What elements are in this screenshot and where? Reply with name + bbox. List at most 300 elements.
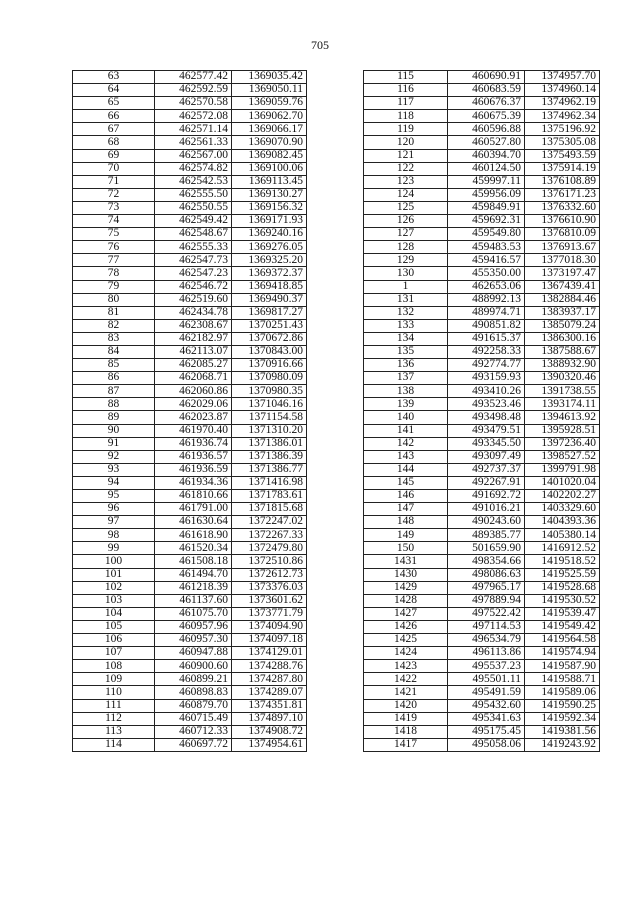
point-number-cell: 1419 <box>364 712 448 725</box>
x-coordinate-cell: 493523.46 <box>448 398 525 411</box>
point-number-cell: 79 <box>73 280 155 293</box>
y-coordinate-cell: 1371386.39 <box>232 450 307 463</box>
table-row <box>73 686 307 699</box>
table-row <box>364 450 600 463</box>
x-coordinate-cell: 462577.42 <box>155 71 232 84</box>
table-row <box>364 699 600 712</box>
x-coordinate-cell: 461810.66 <box>155 490 232 503</box>
table-row <box>364 490 600 503</box>
point-number-cell: 137 <box>364 372 448 385</box>
y-coordinate-cell: 1371386.77 <box>232 463 307 476</box>
y-coordinate-cell: 1369325.20 <box>232 254 307 267</box>
point-number-cell: 90 <box>73 424 155 437</box>
table-row <box>73 359 307 372</box>
table-row <box>364 372 600 385</box>
table-row <box>364 188 600 201</box>
table-row <box>73 725 307 738</box>
point-number-cell: 141 <box>364 424 448 437</box>
table-row <box>73 660 307 673</box>
point-number-cell: 102 <box>73 581 155 594</box>
x-coordinate-cell: 495175.45 <box>448 725 525 738</box>
point-number-cell: 1424 <box>364 647 448 660</box>
point-number-cell: 114 <box>73 738 155 751</box>
y-coordinate-cell: 1369171.93 <box>232 215 307 228</box>
point-number-cell: 1425 <box>364 634 448 647</box>
table-row <box>73 476 307 489</box>
table-row <box>73 555 307 568</box>
table-row <box>73 149 307 162</box>
table-row <box>364 123 600 136</box>
x-coordinate-cell: 491692.72 <box>448 490 525 503</box>
x-coordinate-cell: 461970.40 <box>155 424 232 437</box>
x-coordinate-cell: 491615.37 <box>448 332 525 345</box>
y-coordinate-cell: 1374129.01 <box>232 647 307 660</box>
y-coordinate-cell: 1404393.36 <box>525 516 600 529</box>
point-number-cell: 122 <box>364 162 448 175</box>
table-row <box>364 254 600 267</box>
y-coordinate-cell: 1374288.76 <box>232 660 307 673</box>
point-number-cell: 106 <box>73 634 155 647</box>
point-number-cell: 116 <box>364 84 448 97</box>
y-coordinate-cell: 1397236.40 <box>525 437 600 450</box>
y-coordinate-cell: 1374962.34 <box>525 110 600 123</box>
y-coordinate-cell: 1371783.61 <box>232 490 307 503</box>
y-coordinate-cell: 1369490.37 <box>232 293 307 306</box>
y-coordinate-cell: 1419574.94 <box>525 647 600 660</box>
table-row <box>364 293 600 306</box>
table-row <box>364 97 600 110</box>
table-row <box>73 385 307 398</box>
x-coordinate-cell: 497114.53 <box>448 620 525 633</box>
point-number-cell: 1430 <box>364 568 448 581</box>
point-number-cell: 147 <box>364 503 448 516</box>
x-coordinate-cell: 492774.77 <box>448 359 525 372</box>
x-coordinate-cell: 459549.80 <box>448 228 525 241</box>
x-coordinate-cell: 462085.27 <box>155 359 232 372</box>
x-coordinate-cell: 461508.18 <box>155 555 232 568</box>
table-row <box>73 450 307 463</box>
y-coordinate-cell: 1372612.73 <box>232 568 307 581</box>
x-coordinate-cell: 496534.79 <box>448 634 525 647</box>
table-row <box>364 201 600 214</box>
x-coordinate-cell: 462547.23 <box>155 267 232 280</box>
point-number-cell: 108 <box>73 660 155 673</box>
y-coordinate-cell: 1386300.16 <box>525 332 600 345</box>
table-row <box>364 215 600 228</box>
point-number-cell: 104 <box>73 607 155 620</box>
x-coordinate-cell: 493345.50 <box>448 437 525 450</box>
y-coordinate-cell: 1375493.59 <box>525 149 600 162</box>
table-row <box>364 620 600 633</box>
y-coordinate-cell: 1419590.25 <box>525 699 600 712</box>
point-number-cell: 121 <box>364 149 448 162</box>
point-number-cell: 84 <box>73 345 155 358</box>
y-coordinate-cell: 1369113.45 <box>232 175 307 188</box>
point-number-cell: 74 <box>73 215 155 228</box>
table-row <box>364 529 600 542</box>
x-coordinate-cell: 492267.91 <box>448 476 525 489</box>
x-coordinate-cell: 462572.08 <box>155 110 232 123</box>
y-coordinate-cell: 1376610.90 <box>525 215 600 228</box>
point-number-cell: 86 <box>73 372 155 385</box>
x-coordinate-cell: 461075.70 <box>155 607 232 620</box>
x-coordinate-cell: 497522.42 <box>448 607 525 620</box>
y-coordinate-cell: 1375196.92 <box>525 123 600 136</box>
point-number-cell: 143 <box>364 450 448 463</box>
point-number-cell: 142 <box>364 437 448 450</box>
point-number-cell: 1428 <box>364 594 448 607</box>
y-coordinate-cell: 1373376.03 <box>232 581 307 594</box>
point-number-cell: 80 <box>73 293 155 306</box>
x-coordinate-cell: 460683.59 <box>448 84 525 97</box>
table-row <box>73 542 307 555</box>
y-coordinate-cell: 1401020.04 <box>525 476 600 489</box>
x-coordinate-cell: 462519.60 <box>155 293 232 306</box>
y-coordinate-cell: 1374097.18 <box>232 634 307 647</box>
y-coordinate-cell: 1370980.35 <box>232 385 307 398</box>
x-coordinate-cell: 495432.60 <box>448 699 525 712</box>
point-number-cell: 96 <box>73 503 155 516</box>
y-coordinate-cell: 1374962.19 <box>525 97 600 110</box>
table-row <box>364 398 600 411</box>
y-coordinate-cell: 1370980.09 <box>232 372 307 385</box>
y-coordinate-cell: 1371416.98 <box>232 476 307 489</box>
y-coordinate-cell: 1369372.37 <box>232 267 307 280</box>
x-coordinate-cell: 498354.66 <box>448 555 525 568</box>
point-number-cell: 63 <box>73 71 155 84</box>
y-coordinate-cell: 1399791.98 <box>525 463 600 476</box>
table-row <box>73 503 307 516</box>
y-coordinate-cell: 1419525.59 <box>525 568 600 581</box>
y-coordinate-cell: 1374094.90 <box>232 620 307 633</box>
x-coordinate-cell: 492737.37 <box>448 463 525 476</box>
table-row <box>364 555 600 568</box>
x-coordinate-cell: 460899.21 <box>155 673 232 686</box>
y-coordinate-cell: 1369100.06 <box>232 162 307 175</box>
point-number-cell: 75 <box>73 228 155 241</box>
x-coordinate-cell: 459416.57 <box>448 254 525 267</box>
x-coordinate-cell: 461618.90 <box>155 529 232 542</box>
point-number-cell: 1427 <box>364 607 448 620</box>
y-coordinate-cell: 1419549.42 <box>525 620 600 633</box>
table-row <box>73 398 307 411</box>
point-number-cell: 107 <box>73 647 155 660</box>
table-row <box>73 84 307 97</box>
point-number-cell: 94 <box>73 476 155 489</box>
y-coordinate-cell: 1388932.90 <box>525 359 600 372</box>
x-coordinate-cell: 495058.06 <box>448 738 525 751</box>
point-number-cell: 70 <box>73 162 155 175</box>
y-coordinate-cell: 1374289.07 <box>232 686 307 699</box>
table-row <box>73 634 307 647</box>
y-coordinate-cell: 1369062.70 <box>232 110 307 123</box>
table-row <box>364 647 600 660</box>
y-coordinate-cell: 1372510.86 <box>232 555 307 568</box>
y-coordinate-cell: 1374954.61 <box>232 738 307 751</box>
table-row <box>73 254 307 267</box>
page-number: 705 <box>311 38 329 52</box>
x-coordinate-cell: 462592.59 <box>155 84 232 97</box>
point-number-cell: 1418 <box>364 725 448 738</box>
point-number-cell: 138 <box>364 385 448 398</box>
y-coordinate-cell: 1371046.16 <box>232 398 307 411</box>
y-coordinate-cell: 1376332.60 <box>525 201 600 214</box>
y-coordinate-cell: 1385079.24 <box>525 319 600 332</box>
x-coordinate-cell: 496113.86 <box>448 647 525 660</box>
table-row <box>73 620 307 633</box>
point-number-cell: 120 <box>364 136 448 149</box>
table-row <box>364 634 600 647</box>
y-coordinate-cell: 1372267.33 <box>232 529 307 542</box>
y-coordinate-cell: 1419528.68 <box>525 581 600 594</box>
table-row <box>73 123 307 136</box>
x-coordinate-cell: 460690.91 <box>448 71 525 84</box>
point-number-cell: 110 <box>73 686 155 699</box>
table-row <box>364 660 600 673</box>
point-number-cell: 91 <box>73 437 155 450</box>
table-row <box>73 699 307 712</box>
y-coordinate-cell: 1377018.30 <box>525 254 600 267</box>
point-number-cell: 105 <box>73 620 155 633</box>
y-coordinate-cell: 1369059.76 <box>232 97 307 110</box>
y-coordinate-cell: 1367439.41 <box>525 280 600 293</box>
x-coordinate-cell: 493097.49 <box>448 450 525 463</box>
x-coordinate-cell: 460712.33 <box>155 725 232 738</box>
table-row <box>364 594 600 607</box>
x-coordinate-cell: 460900.60 <box>155 660 232 673</box>
point-number-cell: 135 <box>364 345 448 358</box>
x-coordinate-cell: 498086.63 <box>448 568 525 581</box>
table-row <box>364 738 600 751</box>
table-row <box>73 594 307 607</box>
x-coordinate-cell: 460898.83 <box>155 686 232 699</box>
y-coordinate-cell: 1393174.11 <box>525 398 600 411</box>
x-coordinate-cell: 461520.34 <box>155 542 232 555</box>
point-number-cell: 100 <box>73 555 155 568</box>
y-coordinate-cell: 1374908.72 <box>232 725 307 738</box>
y-coordinate-cell: 1374960.14 <box>525 84 600 97</box>
x-coordinate-cell: 462029.06 <box>155 398 232 411</box>
table-row <box>364 437 600 450</box>
point-number-cell: 146 <box>364 490 448 503</box>
x-coordinate-cell: 462113.07 <box>155 345 232 358</box>
x-coordinate-cell: 462434.78 <box>155 306 232 319</box>
point-number-cell: 85 <box>73 359 155 372</box>
point-number-cell: 69 <box>73 149 155 162</box>
x-coordinate-cell: 462549.42 <box>155 215 232 228</box>
table-row <box>73 280 307 293</box>
point-number-cell: 65 <box>73 97 155 110</box>
y-coordinate-cell: 1374287.80 <box>232 673 307 686</box>
table-row <box>73 345 307 358</box>
x-coordinate-cell: 497965.17 <box>448 581 525 594</box>
table-row <box>364 463 600 476</box>
y-coordinate-cell: 1419592.34 <box>525 712 600 725</box>
x-coordinate-cell: 461791.00 <box>155 503 232 516</box>
table-row <box>364 332 600 345</box>
coordinates-table-right <box>363 70 600 752</box>
point-number-cell: 72 <box>73 188 155 201</box>
y-coordinate-cell: 1369130.27 <box>232 188 307 201</box>
y-coordinate-cell: 1371310.20 <box>232 424 307 437</box>
point-number-cell: 144 <box>364 463 448 476</box>
y-coordinate-cell: 1376108.89 <box>525 175 600 188</box>
point-number-cell: 95 <box>73 490 155 503</box>
table-row <box>364 345 600 358</box>
point-number-cell: 83 <box>73 332 155 345</box>
x-coordinate-cell: 462561.33 <box>155 136 232 149</box>
x-coordinate-cell: 460676.37 <box>448 97 525 110</box>
x-coordinate-cell: 461218.39 <box>155 581 232 594</box>
y-coordinate-cell: 1375914.19 <box>525 162 600 175</box>
x-coordinate-cell: 495537.23 <box>448 660 525 673</box>
table-row <box>73 516 307 529</box>
table-row <box>73 241 307 254</box>
point-number-cell: 88 <box>73 398 155 411</box>
point-number-cell: 149 <box>364 529 448 542</box>
x-coordinate-cell: 461494.70 <box>155 568 232 581</box>
x-coordinate-cell: 460675.39 <box>448 110 525 123</box>
point-number-cell: 1 <box>364 280 448 293</box>
point-number-cell: 140 <box>364 411 448 424</box>
y-coordinate-cell: 1373601.62 <box>232 594 307 607</box>
table-row <box>73 215 307 228</box>
point-number-cell: 97 <box>73 516 155 529</box>
x-coordinate-cell: 490243.60 <box>448 516 525 529</box>
table-row <box>364 607 600 620</box>
table-row <box>73 188 307 201</box>
y-coordinate-cell: 1419530.52 <box>525 594 600 607</box>
table-row <box>364 228 600 241</box>
point-number-cell: 68 <box>73 136 155 149</box>
point-number-cell: 118 <box>364 110 448 123</box>
table-row <box>364 175 600 188</box>
x-coordinate-cell: 460596.88 <box>448 123 525 136</box>
y-coordinate-cell: 1376913.67 <box>525 241 600 254</box>
point-number-cell: 131 <box>364 293 448 306</box>
table-row <box>364 84 600 97</box>
point-number-cell: 124 <box>364 188 448 201</box>
y-coordinate-cell: 1372247.02 <box>232 516 307 529</box>
y-coordinate-cell: 1369240.16 <box>232 228 307 241</box>
point-number-cell: 103 <box>73 594 155 607</box>
y-coordinate-cell: 1419588.71 <box>525 673 600 686</box>
x-coordinate-cell: 462555.50 <box>155 188 232 201</box>
y-coordinate-cell: 1369817.27 <box>232 306 307 319</box>
x-coordinate-cell: 492258.33 <box>448 345 525 358</box>
y-coordinate-cell: 1370672.86 <box>232 332 307 345</box>
y-coordinate-cell: 1371386.01 <box>232 437 307 450</box>
point-number-cell: 148 <box>364 516 448 529</box>
table-row <box>364 359 600 372</box>
point-number-cell: 87 <box>73 385 155 398</box>
x-coordinate-cell: 462060.86 <box>155 385 232 398</box>
y-coordinate-cell: 1419539.47 <box>525 607 600 620</box>
point-number-cell: 119 <box>364 123 448 136</box>
point-number-cell: 73 <box>73 201 155 214</box>
point-number-cell: 129 <box>364 254 448 267</box>
x-coordinate-cell: 461630.64 <box>155 516 232 529</box>
point-number-cell: 133 <box>364 319 448 332</box>
point-number-cell: 127 <box>364 228 448 241</box>
y-coordinate-cell: 1369070.90 <box>232 136 307 149</box>
point-number-cell: 115 <box>364 71 448 84</box>
point-number-cell: 76 <box>73 241 155 254</box>
table-row <box>364 503 600 516</box>
x-coordinate-cell: 460879.70 <box>155 699 232 712</box>
table-row <box>364 568 600 581</box>
x-coordinate-cell: 459997.11 <box>448 175 525 188</box>
coordinates-table-left <box>72 70 307 752</box>
y-coordinate-cell: 1390320.46 <box>525 372 600 385</box>
table-row <box>364 424 600 437</box>
y-coordinate-cell: 1419518.52 <box>525 555 600 568</box>
table-row <box>364 319 600 332</box>
x-coordinate-cell: 462653.06 <box>448 280 525 293</box>
x-coordinate-cell: 462567.00 <box>155 149 232 162</box>
x-coordinate-cell: 495491.59 <box>448 686 525 699</box>
y-coordinate-cell: 1383937.17 <box>525 306 600 319</box>
x-coordinate-cell: 460394.70 <box>448 149 525 162</box>
table-row <box>73 568 307 581</box>
y-coordinate-cell: 1419381.56 <box>525 725 600 738</box>
table-row <box>73 647 307 660</box>
point-number-cell: 1420 <box>364 699 448 712</box>
x-coordinate-cell: 461936.57 <box>155 450 232 463</box>
table-row <box>364 280 600 293</box>
x-coordinate-cell: 460957.30 <box>155 634 232 647</box>
x-coordinate-cell: 461137.60 <box>155 594 232 607</box>
x-coordinate-cell: 493498.48 <box>448 411 525 424</box>
point-number-cell: 126 <box>364 215 448 228</box>
y-coordinate-cell: 1376171.23 <box>525 188 600 201</box>
x-coordinate-cell: 459692.31 <box>448 215 525 228</box>
point-number-cell: 99 <box>73 542 155 555</box>
x-coordinate-cell: 462555.33 <box>155 241 232 254</box>
point-number-cell: 139 <box>364 398 448 411</box>
y-coordinate-cell: 1371154.58 <box>232 411 307 424</box>
point-number-cell: 1431 <box>364 555 448 568</box>
x-coordinate-cell: 501659.90 <box>448 542 525 555</box>
table-row <box>364 725 600 738</box>
y-coordinate-cell: 1370843.00 <box>232 345 307 358</box>
y-coordinate-cell: 1395928.51 <box>525 424 600 437</box>
table-row <box>73 110 307 123</box>
point-number-cell: 130 <box>364 267 448 280</box>
table-row <box>364 110 600 123</box>
y-coordinate-cell: 1402202.27 <box>525 490 600 503</box>
table-row <box>73 267 307 280</box>
point-number-cell: 101 <box>73 568 155 581</box>
point-number-cell: 81 <box>73 306 155 319</box>
x-coordinate-cell: 462574.82 <box>155 162 232 175</box>
x-coordinate-cell: 462570.58 <box>155 97 232 110</box>
table-row <box>73 201 307 214</box>
point-number-cell: 113 <box>73 725 155 738</box>
point-number-cell: 1421 <box>364 686 448 699</box>
table-row <box>364 241 600 254</box>
point-number-cell: 89 <box>73 411 155 424</box>
table-row <box>73 529 307 542</box>
y-coordinate-cell: 1394613.92 <box>525 411 600 424</box>
y-coordinate-cell: 1398527.52 <box>525 450 600 463</box>
table-row <box>364 542 600 555</box>
point-number-cell: 71 <box>73 175 155 188</box>
table-row <box>73 424 307 437</box>
x-coordinate-cell: 490851.82 <box>448 319 525 332</box>
x-coordinate-cell: 491016.21 <box>448 503 525 516</box>
x-coordinate-cell: 462308.67 <box>155 319 232 332</box>
